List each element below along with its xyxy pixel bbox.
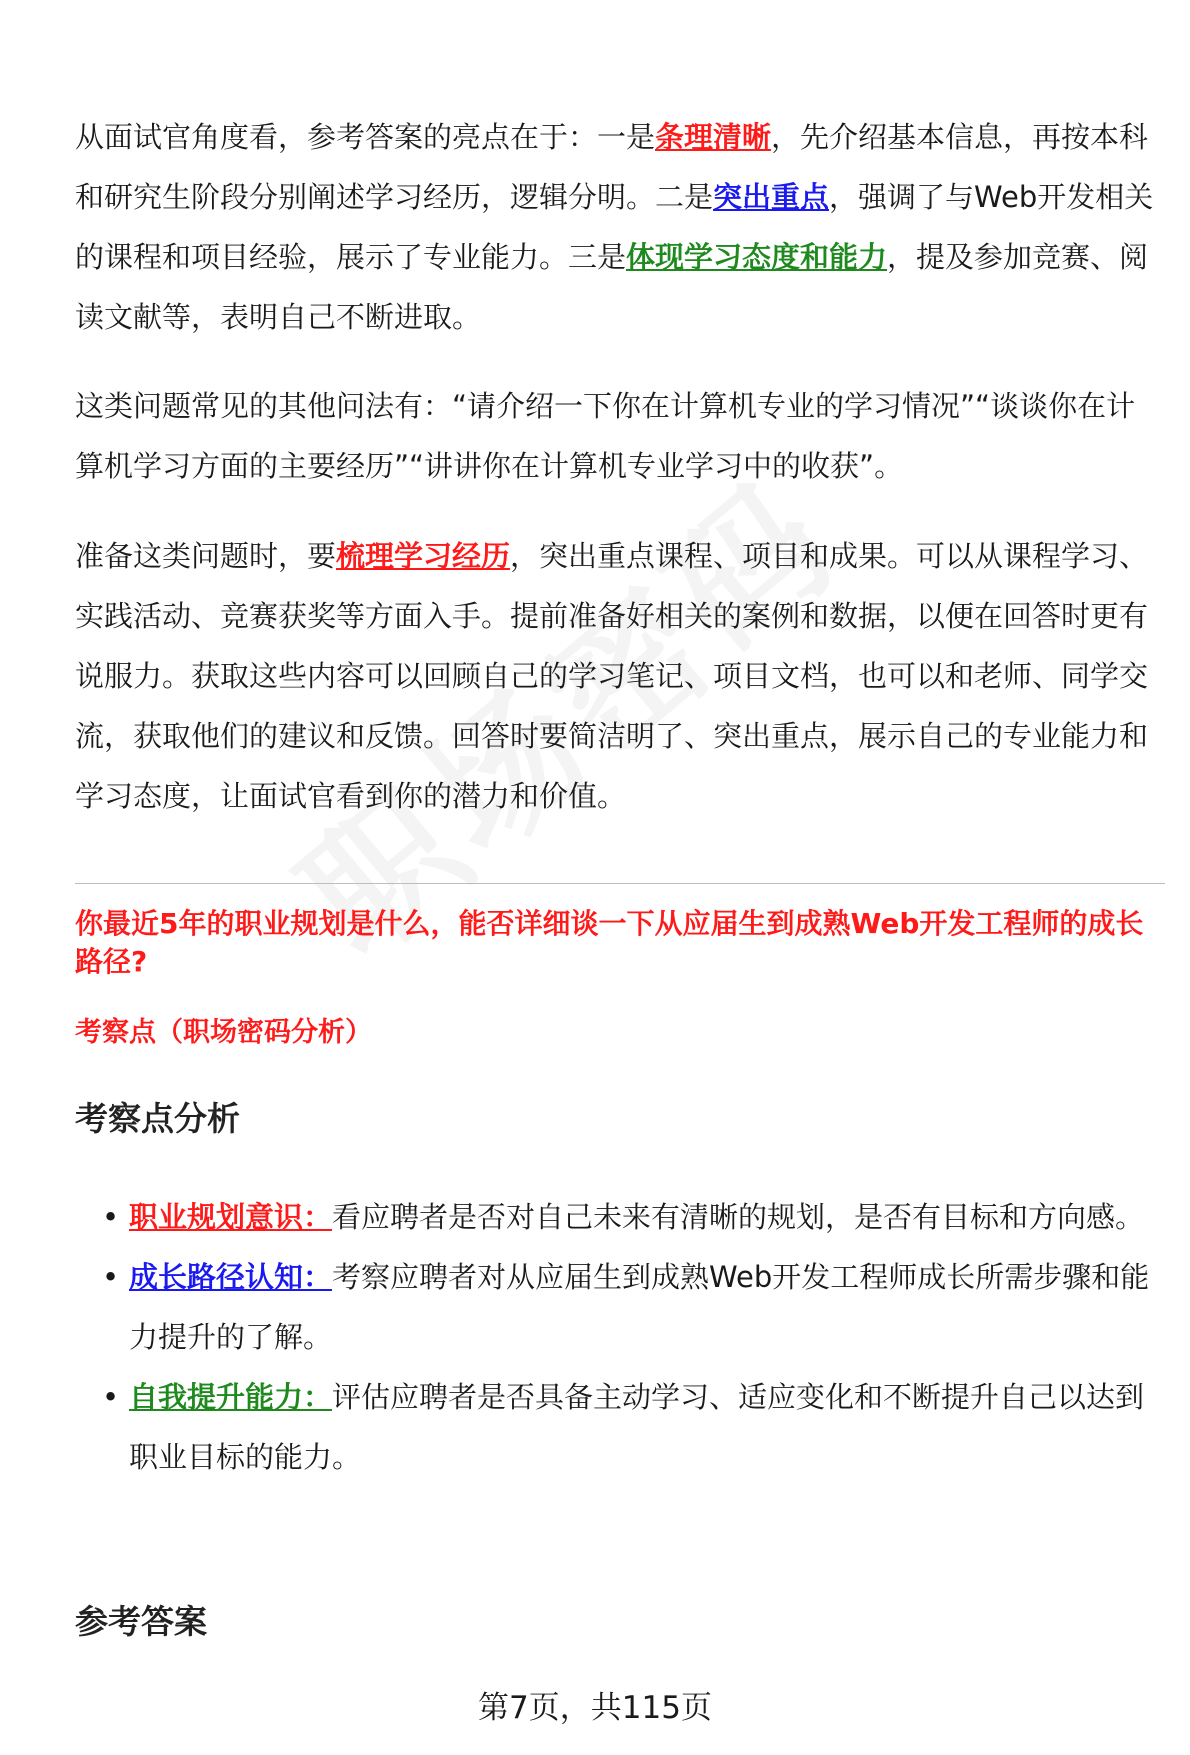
interview-question: 你最近5年的职业规划是什么，能否详细谈一下从应届生到成熟Web开发工程师的成长路径? [75, 907, 1144, 978]
bullet-text: 考察应聘者对从应届生到成熟Web开发工程师成长所需步骤和能力提升的了解。 [129, 1260, 1150, 1354]
list-item [75, 1187, 1155, 1247]
highlight-sort-experience: 梳理学习经历 [336, 539, 511, 573]
bullet-label: 成长路径认知： [129, 1260, 333, 1294]
highlight-focus: 突出重点 [713, 180, 830, 214]
list-item [75, 1247, 1155, 1367]
subheading-assessment: 考察点（职场密码分析） [75, 1017, 372, 1048]
list-item [75, 1367, 1155, 1487]
paragraph-other-questions: 这类问题常见的其他问法有：“请介绍一下你在计算机专业的学习情况”“谈谈你在计算机学习方面的主要经历”“讲讲你在计算机专业学习中的收获”。 [75, 389, 1136, 483]
text: 准备这类问题时，要 [75, 539, 337, 573]
analysis-list [75, 1187, 1155, 1487]
text: ，突出重点课程、项目和成果。可以从课程学习、实践活动、竞赛获奖等方面入手。提前准备好相关的案例和数据，以便在回答时更有说服力。获取这些内容可以回顾自己的学习笔记、项目文档，也可以和老师、同学交流，获取他们的建议和反馈。回答时要简洁明了、突出重点，展示自己的专业能力和学习态度，让面试官看到你的潜力和价值。 [75, 539, 1149, 813]
text: ，提及参加竞赛、阅读文献等，表明自己不断进取。 [75, 240, 1149, 334]
bullet-icon: • [102, 1200, 120, 1234]
bullet-icon: • [102, 1380, 120, 1414]
bullet-icon: • [102, 1260, 120, 1294]
section-title-analysis: 考察点分析 [75, 1099, 240, 1138]
section-title-answer: 参考答案 [75, 1602, 207, 1641]
bullet-label: 自我提升能力： [129, 1380, 333, 1414]
bullet-label: 职业规划意识： [129, 1200, 333, 1234]
text: ，先介绍基本信息，再按本科和研究生阶段分别阐述学习经历，逻辑分明。二是 [75, 120, 1149, 214]
divider [75, 883, 1165, 884]
text: ，强调了与Web开发相关的课程和项目经验，展示了专业能力。三是 [75, 180, 1154, 274]
page-number: 第7页，共115页 [478, 1690, 712, 1726]
bullet-text: 看应聘者是否对自己未来有清晰的规划，是否有目标和方向感。 [332, 1200, 1145, 1234]
bullet-text: 评估应聘者是否具备主动学习、适应变化和不断提升自己以达到职业目标的能力。 [129, 1380, 1145, 1474]
paragraph-highlights [75, 107, 1155, 347]
highlight-organized: 条理清晰 [655, 120, 772, 154]
highlight-attitude: 体现学习态度和能力 [626, 240, 888, 274]
paragraph-preparation [75, 526, 1155, 826]
text: 从面试官角度看，参考答案的亮点在于：一是 [75, 120, 656, 154]
